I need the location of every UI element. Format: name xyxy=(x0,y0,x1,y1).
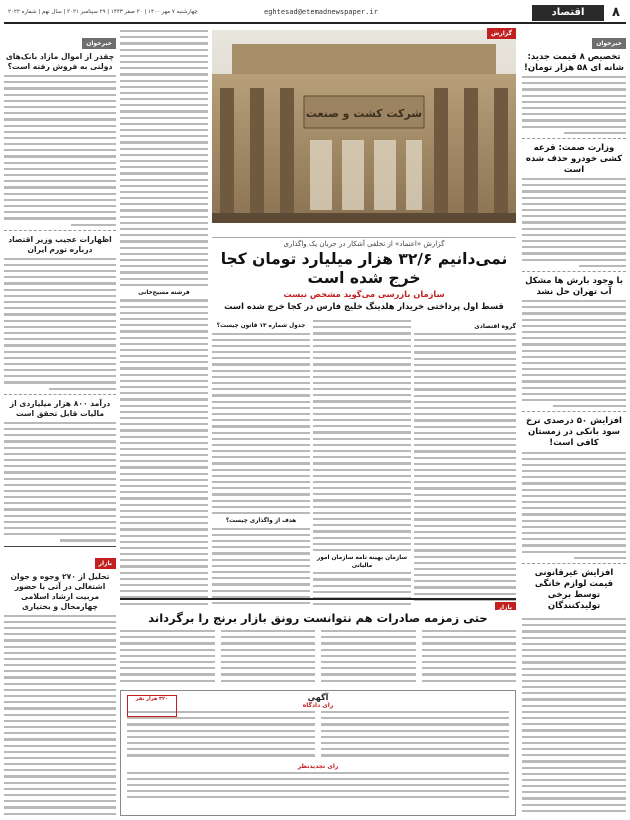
news-tag: خبرخوان xyxy=(82,38,116,49)
center-body-left xyxy=(212,320,310,605)
bazaar-tag: بازار xyxy=(495,602,516,610)
subhead-red: سازمان بازرسی می‌گوید مشخص نیست xyxy=(283,289,445,299)
divider xyxy=(522,271,626,272)
news-tag: خبرخوان xyxy=(592,38,626,49)
divider xyxy=(522,138,626,139)
story-title[interactable]: تخصیص ۸ قیمت جدید: شانه ای ۵۸ هزار تومان! xyxy=(524,52,624,74)
bottom-headline[interactable]: حتی زمزمه صادرات هم نتوانست رونق بازار برنج را برگرداند xyxy=(148,611,488,625)
story-body xyxy=(4,615,116,816)
kicker: گزارش «اعتماد» از تخلفی آشکار در جریان یک واگذاری xyxy=(283,240,445,248)
story-body xyxy=(522,452,626,559)
report-tag: گزارش xyxy=(487,28,516,39)
subtitle: جدول شماره ۱۳ قانون چیست؟ xyxy=(216,323,306,329)
story-body xyxy=(522,300,626,407)
subtitle: سازمان بهینه نامه سازمان امور مالیاتی xyxy=(316,555,408,569)
story-title[interactable]: افزایش غیرقانونی قیمت لوازم خانگی توسط برخی تولیدکنندگان xyxy=(534,567,614,612)
building-sign: شرکت کشت و صنعت xyxy=(305,107,423,120)
ad-stamp: ۳۲۰ هزار نفر xyxy=(127,695,177,717)
divider xyxy=(4,546,116,547)
story-body xyxy=(522,178,626,267)
divider xyxy=(522,563,626,564)
main-headline[interactable]: نمی‌دانیم ۳۲/۶ هزار میلیارد تومان کجا خرج شده است xyxy=(220,250,508,287)
building-illustration xyxy=(212,30,516,223)
masthead-bar xyxy=(4,4,626,24)
ad-subtitle: رای دادگاه xyxy=(302,702,334,709)
ad-subtitle: رای تجدیدنظر xyxy=(297,762,339,770)
story-title[interactable]: با وجود بارش ها مشکل آب تهران حل نشد xyxy=(525,275,623,297)
bottom-body xyxy=(120,630,516,686)
ad-title: آگهی xyxy=(307,693,329,702)
story-title[interactable]: درآمد ۸۰۰ هزار میلیاردی از مالیات قابل تحقق است xyxy=(9,398,111,418)
story-body xyxy=(522,76,626,134)
story-title[interactable]: اظهارات عجیب وزیر اقتصاد درباره تورم ایران xyxy=(8,234,112,254)
building-photo xyxy=(212,30,516,223)
second-left-column xyxy=(120,30,208,605)
left-column xyxy=(4,30,116,816)
divider xyxy=(522,411,626,412)
dateline: چهارشنبه ۷ مهر ۱۴۰۰ | ۲۰ صفر ۱۴۴۳ | ۲۹ سپتامبر ۲۰۲۱ | سال نهم | شماره ۲۰۲۲ xyxy=(8,9,198,15)
story-title[interactable]: چقدر از اموال مازاد بانک‌های دولتی به فروش رفته است؟ xyxy=(5,52,115,71)
divider xyxy=(4,394,116,395)
bottom-tag-row xyxy=(120,598,516,610)
center-body-middle xyxy=(313,320,411,605)
center-body-right xyxy=(414,320,516,605)
right-column-lower xyxy=(522,618,626,816)
story-title[interactable]: افزایش ۵۰ درصدی نرخ سود بانکی در زمستان کافی است! xyxy=(526,416,622,449)
story-body xyxy=(4,75,116,226)
section-label: اقتصاد xyxy=(532,5,604,21)
story-title[interactable]: تحلیل از ۲۷۰ وجوه و جوان اشتغالی در آتی با حضور مربیت ارشاد اسلامی چهارمحال و بختیاری xyxy=(10,571,110,611)
divider xyxy=(4,230,116,231)
byline: گروه اقتصادی xyxy=(474,323,516,330)
story-title[interactable]: وزارت صمت: قرعه کشی خودرو حذف شده است xyxy=(525,142,623,176)
subtitle: هدف از واگذاری چیست؟ xyxy=(225,518,297,525)
main-story-header xyxy=(212,238,516,312)
subhead: قسط اول پرداختی خریدار هلدینگ خلیج فارس در کجا خرج شده است xyxy=(224,301,504,311)
bazaar-tag: بازار xyxy=(95,558,116,569)
website-address[interactable]: eghtesad@etemadnewspaper.ir xyxy=(264,8,378,16)
classified-ad-box xyxy=(120,690,516,816)
story-body xyxy=(4,258,116,390)
right-column xyxy=(522,30,626,612)
page-number: ۸ xyxy=(612,5,620,20)
story-body xyxy=(4,422,116,542)
subtitle: فرشته مسیح‌خانی xyxy=(138,289,190,296)
